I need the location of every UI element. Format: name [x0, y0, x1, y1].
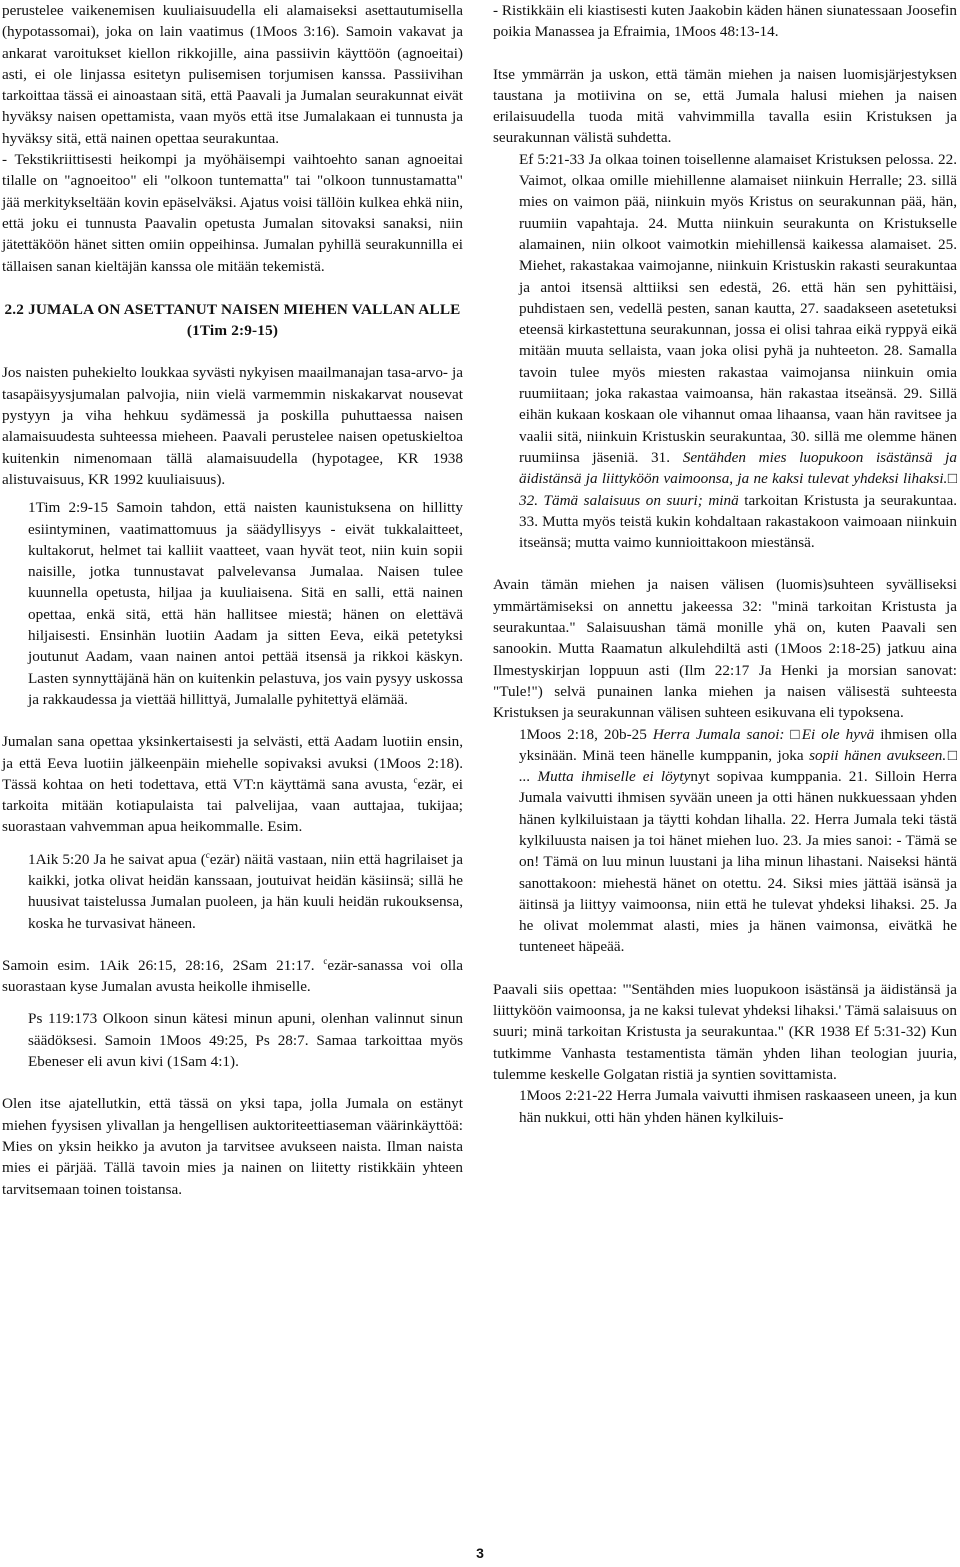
- bible-quote: 1Tim 2:9-15 Samoin tahdon, että naisten kaunistuksena on hillitty esiintyminen, vaatimattomuus ja säädyllisyys - eivät tukkalaitteet, kultakorut, helmet tai kalliit vaatteet, vaan hyvät teot, niin kuin sopii naisille, jotka tunnustavat palvelevansa Jumalaa. Naisen tulee kuunnella opetusta, hiljaa ja kuuliaisena. Sitä en salli, että nainen opettaa, enkä sitä, että hän hallitsee miestä; hänen on elettävä hiljaisesti. Ensinhän luotiin Aadam ja sitten Eeva, eikä petetyksi joutunut Aadam, vaan nainen antoi pettää itsensä ja rikkoi käskyn. Lasten synnyttäjänä hän on kuitenkin pelastuva, jos vain pysyy uskossa ja rakkaudessa ja viettää hillittyä, Jumalalle pyhitettyä elämää.: [28, 499, 463, 708]
- text-run: tarkoitan Kristusta ja seurakuntaa. 33. Mutta myös teistä kukin kohdaltaan rakastakoon vaimoaan niinkuin itseänsä; mutta vaimo kunnioittakoon miestänsä.: [519, 491, 958, 552]
- bible-quote: [519, 724, 957, 958]
- paragraph: Paavali siis opettaa: "'Sentähden mies luopukoon isästänsä ja äidistänsä ja liittyköön vaimoonsa, ja ne kaksi tulevat yhdeksi lihaksi.' Tämä salaisuus on suuri; minä tarkoitan Kristusta ja seurakuntaa." (KR 1938 Ef 5:31-32) Kun tutkimme Vanhasta testamentista tämän yhden lihan teologian juuria, tulemme keskelle Golgatan ristiä ja syntien sovittamista.: [493, 980, 957, 1083]
- text-run: ihmisen olla yksinään. Minä teen hänelle kumppanin, joka: [519, 725, 957, 764]
- section-heading: 2.2 JUMALA ON ASETTANUT NAISEN MIEHEN VALLAN ALLE (1Tim 2:9-15): [4, 300, 461, 340]
- text-run: ezär-sanassa voi olla suorastaan kyse Jumalan avusta heikolle ihmiselle.: [2, 956, 463, 996]
- paragraph: [2, 731, 463, 837]
- paragraph: Avain tämän miehen ja naisen välisen (luomis)suhteen syvälliseksi ymmärtämiseksi on annettu jakeessa 32: "minä tarkoitan Kristusta ja seurakuntaa." Salaisuushan tämä monille yhä on, kuten Paavali sen sanookin. Mutta Raamatun alkulehdiltä asti (1Moos 2:18-25) jatkuu aina Ilmestyskirjan loppuun asti (Ilm 22:17 Ja Henki ja morsian sanovat: "Tule!") selvä punainen lanka miehen ja naisen välisestä suhteesta Kristuksen ja seurakunnan välisen suhteen esikuvana eli typoksena.: [493, 576, 957, 722]
- paragraph: Jos naisten puhekielto loukkaa syvästi nykyisen maailmanajan tasa-arvo- ja tasapäisyysjumalan palvojia, niin vielä varmemmin niskakarvat nousevat pystyyn ja viha hehkuu sydämessä ja poskilla puhuttaessa naisen alamaisuudesta suhteessa mieheen. Paavali perustelee naisen opetuskieltoa kuitenkin nimenomaan tällä alamaisuudella (hypotagee, KR 1938 alistuvaisuus, KR 1992 kuuliaisuus).: [2, 364, 463, 488]
- text-run: Jumalan sana opettaa yksinkertaisesti ja selvästi, että Aadam luotiin ensin, ja että Eeva luotiin jälkeenpäin miehelle sopivaksi avuksi (1Moos 2:18). Tässä kohtaa on heti todettava, että VT:n käyttämä sana avusta,: [2, 733, 463, 793]
- right-column: [493, 0, 957, 1128]
- bible-quote: [28, 849, 463, 934]
- left-column: [2, 0, 463, 1200]
- paragraph: - Tekstikriittisesti heikompi ja myöhäisempi vaihtoehto sanan agnoeitai tilalle on "agnoeitoo" eli "olkoon tuntematta" tai "olkoon tunnustamatta" jää merkitykseltään kovin epäselväksi. Ajatus voisi tällöin kulkea ehkä niin, että joku ei tunnusta Paavalin opetusta Jumalan sitovaksi sanaksi, niin jätettäköön hänet sitten omiin oppeihinsa. Jumalan pyhillä seurakunnilla ei tällaisen sanan kieltäjän kanssa ole mitään tekemistä.: [2, 151, 464, 275]
- italic-text: Herra Jumala sanoi: □Ei ole hyvä: [652, 725, 875, 743]
- text-run: Samoin esim. 1Aik 26:15, 28:16, 2Sam 21:17.: [2, 956, 324, 974]
- italic-text: Sentähden mies luopukoon isästänsä ja äidistänsä ja liittyköön vaimoonsa, ja ne kaksi tulevat yhdeksi lihaksi.□ 32. Tämä salaisuus on suuri; minä: [519, 448, 957, 509]
- paragraph: - Ristikkäin eli kiastisesti kuten Jaakobin käden hänen siunatessaan Joosefin poikia Manassea ja Efraimia, 1Moos 48:13-14.: [493, 2, 957, 41]
- superscript: c: [413, 774, 418, 785]
- paragraph: Olen itse ajatellutkin, että tässä on yksi tapa, jolla Jumala on estänyt miehen fyysisen ylivallan ja hengellisen auktoriteettiaseman väärinkäyttöä: Mies on yksin heikko ja avuton ja tarvitsee avukseen naista. Ilman naista mies ei pärjää. Tällä tavoin mies ja nainen on liitetty ristikkäin yhteen tarvitsemaan toinen toistansa.: [2, 1095, 463, 1198]
- text-run: ezär, ei tarkoita mitään kotiapulaista tai palvelijaa, vaan auttajaa, tukijaa; suorastaan vahvemman apua heikommalle. Esim.: [2, 775, 463, 836]
- text-run: 1Moos 2:18, 20b-25: [519, 725, 653, 743]
- text-run: nyt sopivaa kumppania. 21. Silloin Herra Jumala vaivutti ihmisen syvään uneen ja otti hänen nukkuessaan yhden hänen kylkiluistaan ja täytti kohdan lihalla. 22. Herra Jumala teki tästä kylkiluusta naisen ja toi hänet miehen luo. 23. Ja mies sanoi: - Tämä se on! Tämä on luu minun luustani ja liha minun lihastani. Naiseksi häntä sanottakoon: miehestä hänet on otettu. 24. Siksi mies jättää isänsä ja äitinsä ja liittyy vaimoonsa, niin että he tulevat yhdeksi lihaksi. 25. Ja he olivat molemmat alasti, mies ja hänen vaimonsa, eivätkä he tunteneet häpeää.: [519, 768, 957, 956]
- bible-quote: Ps 119:173 Olkoon sinun kätesi minun apuni, olenhan valinnut sinun säädöksesi. Samoin 1Moos 49:25, Ps 28:7. Samaa tarkoittaa myös Ebeneser eli avun kivi (1Sam 4:1).: [28, 1010, 463, 1071]
- italic-text: sopii hänen avukseen.□ ... Mutta ihmiselle ei löyty: [519, 746, 957, 786]
- text-run: Ef 5:21-33 Ja olkaa toinen toisellenne alamaiset Kristuksen pelossa. 22. Vaimot, olkaa omille miehillenne alamaiset niinkuin Herralle; 23. sillä mies on vaimon pää, niinkuin myös Kristus on seurakunnan pää, hän, ruumiin vapahtaja. 24. Mutta niinkuin seurakunta on Kristukselle alamainen, niin olkoot vaimotkin miehillensä kaikessa alamaiset. 25. Miehet, rakastakaa vaimojanne, niinkuin Kristuskin rakasti seurakuntaa ja antoi itsensä alttiiksi sen edestä, 26. että hän sen pyhittäisi, puhdistaen sen, vedellä pesten, sanan kautta, 27. saadakseen asetetuksi eteensä kirkastettuna seurakunnan, jossa ei olisi tahraa eikä ryppyä eikä mitään muuta sellaista, vaan joka olisi pyhä ja nuhteeton. 28. Samalla tavoin tulee myös miesten rakastaa vaimojansa niinkuin omia ruumiitaan; joka rakastaa vaimoansa, hän rakastaa itseänsä. 29. Sillä eihän kukaan koskaan ole vihannut omaa lihaansa, vaan hän ravitsee ja vaalii sitä, niinkuin Kristuskin seurakuntaa, 30. sillä me olemme hänen ruumiinsa jäseniä. 31.: [519, 150, 957, 466]
- paragraph: Itse ymmärrän ja uskon, että tämän miehen ja naisen luomisjärjestyksen taustana ja motiivina on se, että Jumala halusi miehen ja naisen erilaisuudella tuoda mitä vahvimmilla tavalla esiin Kristuksen ja seurakunnan välistä suhdetta.: [493, 65, 957, 147]
- paragraph: perustelee vaikenemisen kuuliaisuudella eli alamaiseksi asettautumisella (hypotassomai), joka on lain vaatimus (1Moos 3:16). Samoin vakavat ja ankarat varoitukset kiellon rikkojille, aina passiivin käyttöön (agnoeitai) asti, ei ole linjassa esitetyn pulisemisen torjumisen kanssa. Passiivihan tarkoittaa tässä ei ainoastaan sitä, että Paavali ja Jumalan seurakunnat eivät hyväksy naisen opettamista, vaan myös että itse Jumalakaan ei tunnusta ja hyväksy sitä, että nainen opettaa seurakuntaa.: [2, 2, 463, 147]
- superscript: c: [323, 955, 328, 966]
- bible-quote: 1Moos 2:21-22 Herra Jumala vaivutti ihmisen raskaaseen uneen, ja kun hän nukkui, otti hän yhden hänen kylkiluis-: [519, 1087, 957, 1126]
- text-run: ezär) näitä vastaan, niin että hagrilaiset ja kaikki, jotka olivat heidän kanssaan, joutuivat heidän käsiinsä; sillä he huusivat taistelussa Jumalan puoleen, ja hän kuuli heidän rukouksensa, koska he turvasivat häneen.: [28, 850, 463, 932]
- text-run: 1Aik 5:20 Ja he saivat apua (: [28, 850, 206, 868]
- superscript: c: [205, 849, 210, 860]
- bible-quote: [519, 149, 957, 554]
- paragraph: [2, 955, 463, 998]
- page-number: 3: [476, 1545, 484, 1561]
